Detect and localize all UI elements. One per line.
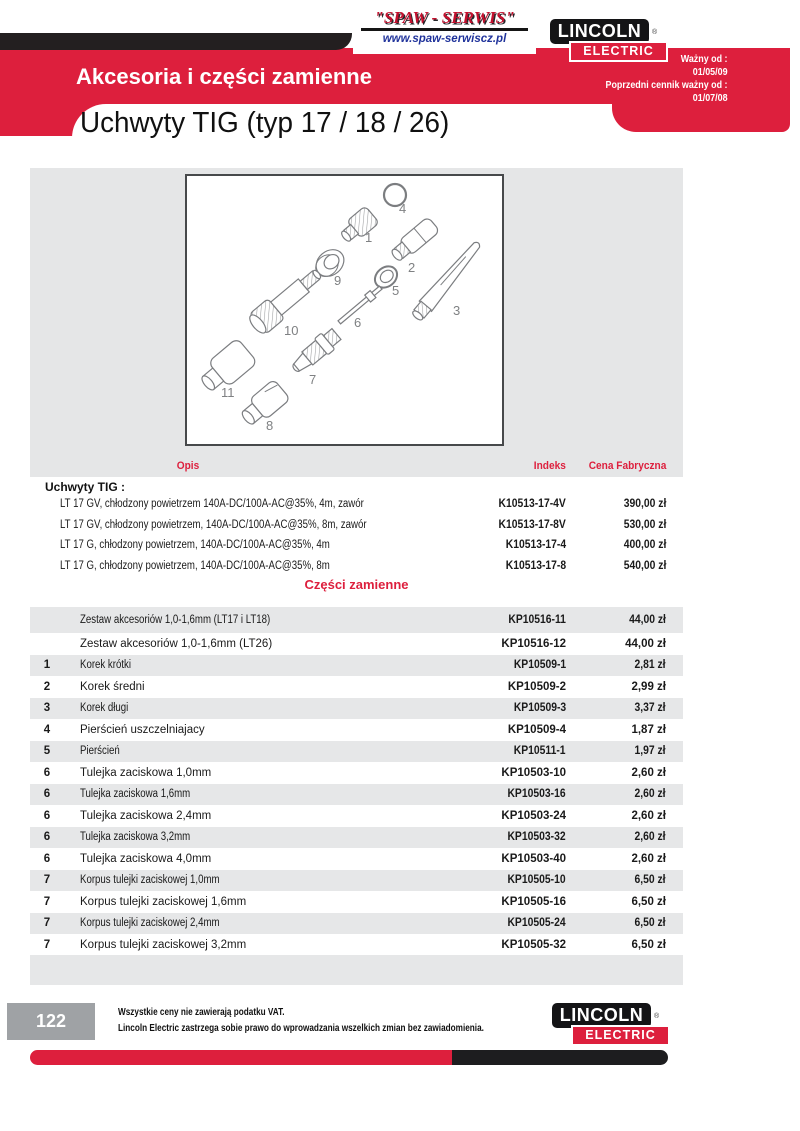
page-title: Uchwyty TIG (typ 17 / 18 / 26)	[80, 107, 450, 139]
row-part-number: 7	[43, 938, 51, 951]
row-price: 2,60 zł	[631, 809, 666, 822]
part-number-label: 5	[392, 283, 400, 298]
row-price: 390,00 zł	[623, 498, 666, 511]
row-part-number: 7	[43, 874, 51, 887]
section-title-spare-parts: Części zamienne	[304, 577, 409, 592]
row-part-number: 3	[43, 702, 51, 715]
row-index-code: K10513-17-8V	[498, 518, 566, 531]
previous-pricelist-date: 01/07/08	[693, 92, 728, 104]
row-description: LT 17 G, chłodzony powietrzem, 140A-DC/100A-AC@35%, 8m	[60, 559, 330, 572]
row-part-number: 6	[43, 831, 51, 844]
table-row	[30, 655, 683, 677]
row-price: 530,00 zł	[623, 518, 666, 531]
row-part-number: 4	[43, 723, 51, 736]
row-description: Pierścień	[80, 745, 120, 758]
row-part-number: 7	[43, 895, 51, 908]
row-price: 6,50 zł	[631, 895, 666, 908]
table-row	[30, 848, 683, 870]
row-index-code: KP10505-16	[501, 895, 566, 908]
part-3-long-cap	[410, 238, 485, 323]
table-row	[30, 741, 683, 763]
row-price: 1,97 zł	[634, 745, 666, 758]
row-description: Tulejka zaciskowa 1,0mm	[80, 766, 212, 779]
row-part-number: 6	[43, 766, 51, 779]
part-number-label: 9	[334, 273, 342, 288]
lincoln-electric-logo-footer	[550, 1001, 674, 1046]
row-price: 44,00 zł	[629, 614, 666, 626]
table-row	[30, 535, 683, 556]
row-index-code: KP10503-24	[501, 809, 566, 822]
row-price: 1,87 zł	[631, 723, 666, 736]
row-index-code: KP10505-24	[507, 917, 566, 930]
row-part-number: 7	[43, 917, 51, 930]
part-number-label: 3	[453, 303, 461, 318]
row-description: Tulejka zaciskowa 3,2mm	[80, 831, 191, 844]
column-header-price: Cena Fabryczna	[588, 460, 666, 472]
row-description: Tulejka zaciskowa 1,6mm	[80, 788, 191, 801]
valid-from-label: Ważny od :	[681, 53, 728, 65]
changes-note: Lincoln Electric zastrzega sobie prawo do wprowadzania wszelkich zmian bez zawiadomienia.	[118, 1023, 484, 1034]
footer-bar-red-segment	[30, 1050, 452, 1065]
spare-parts-rows	[30, 607, 683, 956]
row-index-code: KP10509-1	[513, 659, 566, 672]
row-index-code: KP10503-40	[501, 852, 566, 865]
part-number-label: 7	[309, 372, 317, 387]
tig-torch-exploded-drawing	[187, 176, 502, 444]
table-row	[30, 762, 683, 784]
row-index-code: KP10505-32	[501, 938, 566, 951]
top-black-bar	[0, 33, 352, 50]
row-description: Korpus tulejki zaciskowej 1,0mm	[80, 874, 220, 887]
table-row	[30, 719, 683, 741]
table-row	[30, 494, 683, 515]
row-description: Korpus tulejki zaciskowej 3,2mm	[80, 938, 247, 951]
row-index-code: KP10516-11	[508, 614, 566, 626]
page-number-badge: 122	[7, 1003, 95, 1040]
row-description: Korpus tulejki zaciskowej 1,6mm	[80, 895, 247, 908]
row-index-code: KP10503-16	[507, 788, 566, 801]
row-part-number: 6	[43, 809, 51, 822]
row-description: Tulejka zaciskowa 2,4mm	[80, 809, 212, 822]
table-row	[30, 515, 683, 536]
part-2-medium-cap	[388, 217, 440, 265]
valid-from-date: 01/05/09	[693, 66, 728, 78]
spaw-serwis-logo	[353, 5, 536, 54]
electric-wordmark: ELECTRIC	[569, 41, 668, 62]
row-price: 6,50 zł	[634, 917, 666, 930]
row-description: Korek długi	[80, 702, 129, 715]
table-bottom-gray-band	[30, 955, 683, 985]
row-price: 3,37 zł	[634, 702, 666, 715]
row-price: 2,60 zł	[634, 788, 666, 801]
column-header-description: Opis	[176, 460, 200, 472]
row-part-number: 1	[43, 659, 51, 672]
part-number-label: 2	[408, 260, 416, 275]
spaw-logo-underline	[361, 28, 528, 31]
row-index-code: KP10505-10	[507, 874, 566, 887]
torches-rows	[30, 494, 683, 576]
row-description: LT 17 GV, chłodzony powietrzem, 140A-DC/100A-AC@35%, 8m, zawór	[60, 518, 367, 531]
row-index-code: K10513-17-8	[505, 559, 566, 572]
row-part-number: 6	[43, 852, 51, 865]
row-description: Zestaw akcesoriów 1,0-1,6mm (LT17 i LT18)	[80, 614, 271, 626]
footer-notes	[118, 1005, 564, 1037]
row-index-code: KP10516-12	[501, 637, 566, 650]
table-row	[30, 827, 683, 849]
table-row	[30, 607, 683, 633]
part-number-label: 8	[266, 418, 274, 433]
table-row	[30, 913, 683, 935]
spaw-serwis-wordmark: "SPAW - SERWIS"	[374, 8, 515, 27]
table-row	[30, 784, 683, 806]
table-row	[30, 698, 683, 720]
row-price: 6,50 zł	[634, 874, 666, 887]
table-header-row	[30, 455, 683, 477]
table-row	[30, 934, 683, 956]
vat-note: Wszystkie ceny nie zawierają podatku VAT.	[118, 1007, 285, 1018]
footer-bar-black-segment	[452, 1050, 668, 1065]
table-row	[30, 870, 683, 892]
electric-wordmark: ELECTRIC	[571, 1025, 670, 1046]
part-number-label: 4	[399, 201, 407, 216]
row-price: 2,60 zł	[631, 852, 666, 865]
row-index-code: K10513-17-4V	[498, 498, 566, 511]
row-index-code: KP10509-4	[507, 723, 566, 736]
row-price: 2,60 zł	[631, 766, 666, 779]
row-description: Korpus tulejki zaciskowej 2,4mm	[80, 917, 220, 930]
row-index-code: KP10509-3	[513, 702, 566, 715]
part-number-label: 1	[365, 230, 373, 245]
footer-accent-bar	[30, 1050, 668, 1065]
row-index-code: KP10503-32	[507, 831, 566, 844]
part-number-label: 6	[354, 315, 362, 330]
row-index-code: KP10511-1	[514, 745, 566, 758]
spaw-serwis-url: www.spaw-serwiscz.pl	[382, 32, 507, 45]
part-8-slotted-body	[237, 379, 290, 430]
row-part-number: 5	[43, 745, 51, 758]
row-price: 540,00 zł	[623, 559, 666, 572]
section-banner-title: Akcesoria i części zamienne	[76, 64, 372, 89]
table-row	[30, 556, 683, 577]
lincoln-wordmark: LINCOLN	[550, 1001, 653, 1030]
previous-pricelist-label: Poprzedni cennik ważny od :	[605, 79, 728, 91]
row-price: 2,99 zł	[631, 680, 666, 693]
row-description: Korek krótki	[80, 659, 132, 672]
registered-trademark-icon: ®	[652, 29, 658, 36]
table-row	[30, 891, 683, 913]
row-description: Tulejka zaciskowa 4,0mm	[80, 852, 212, 865]
row-description: Pierścień uszczelniajacy	[80, 723, 205, 736]
table-row	[30, 805, 683, 827]
row-description: LT 17 G, chłodzony powietrzem, 140A-DC/100A-AC@35%, 4m	[60, 539, 330, 552]
header-red-right-extension	[612, 104, 790, 132]
row-part-number: 6	[43, 788, 51, 801]
part-1-short-cap	[337, 206, 379, 247]
row-index-code: KP10503-10	[501, 766, 566, 779]
lincoln-electric-logo	[548, 17, 672, 62]
row-price: 2,81 zł	[634, 659, 666, 672]
row-index-code: KP10509-2	[507, 680, 566, 693]
row-description: LT 17 GV, chłodzony powietrzem 140A-DC/100A-AC@35%, 4m, zawór	[60, 498, 364, 511]
row-price: 2,60 zł	[634, 831, 666, 844]
table-row	[30, 676, 683, 698]
part-number-label: 10	[284, 323, 299, 338]
row-description: Zestaw akcesoriów 1,0-1,6mm (LT26)	[80, 637, 273, 650]
row-part-number: 2	[43, 680, 51, 693]
exploded-parts-diagram	[185, 174, 504, 446]
lincoln-wordmark: LINCOLN	[548, 17, 651, 46]
row-price: 6,50 zł	[631, 938, 666, 951]
section-title-torches: Uchwyty TIG :	[45, 480, 126, 494]
registered-trademark-icon: ®	[654, 1013, 660, 1020]
row-price: 400,00 zł	[623, 539, 666, 552]
row-index-code: K10513-17-4	[505, 539, 566, 552]
row-price: 44,00 zł	[625, 637, 666, 650]
table-row	[30, 633, 683, 655]
row-description: Korek średni	[80, 680, 145, 693]
part-number-label: 11	[221, 385, 235, 400]
column-header-index: Indeks	[533, 460, 566, 472]
